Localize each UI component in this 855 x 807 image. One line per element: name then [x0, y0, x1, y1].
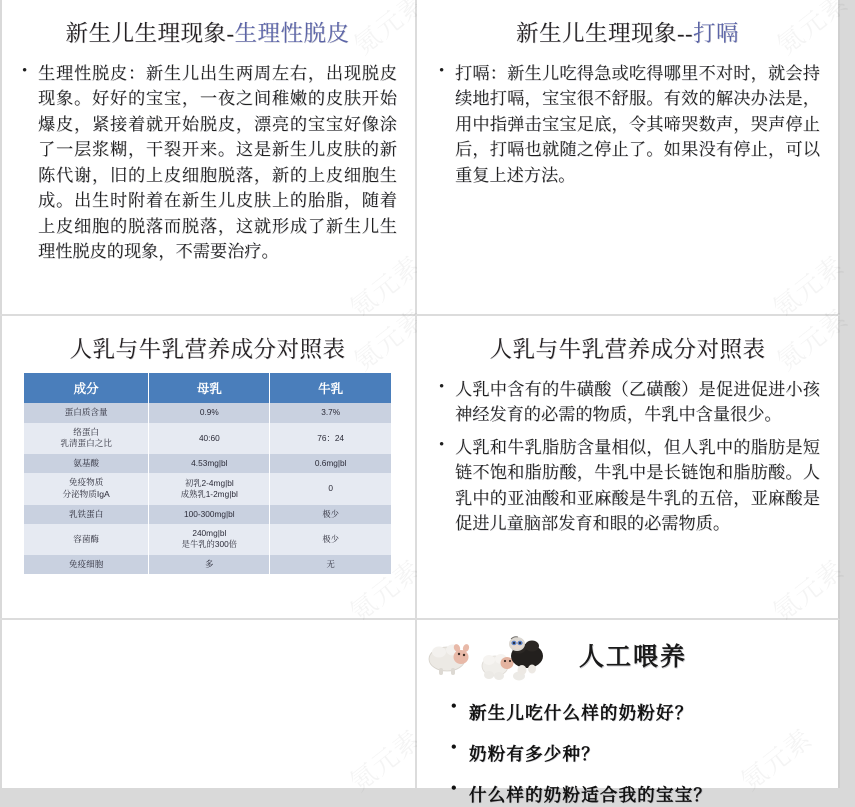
table-body — [24, 403, 391, 574]
table-cell: 容菌酶 — [24, 524, 149, 554]
slide-title: 人乳与牛乳营养成分对照表 — [489, 337, 766, 362]
slide-body-list — [0, 47, 415, 265]
table-cell: 40:60 — [149, 423, 270, 454]
nutrition-table-wrapper — [0, 373, 415, 574]
slide-title — [0, 0, 415, 47]
slide-title-accent: 打嗝 — [692, 21, 739, 46]
watermark — [341, 720, 428, 799]
table-row — [24, 423, 391, 454]
bullet-item: • 什么样的奶粉适合我的宝宝？ — [451, 782, 828, 807]
table-row — [24, 403, 391, 423]
slide-title-accent: 生理性脱皮 — [234, 21, 350, 46]
bullet-item: • 人乳中含有的牛磺酸（乙磺酸）是促进促进小孩神经发育的必需的物质，牛乳中含量很少。 — [439, 377, 820, 428]
watermark — [764, 550, 851, 629]
slide-left-edge — [0, 316, 2, 618]
bullet-item: • 新生儿吃什么样的奶粉好？ — [451, 700, 828, 725]
slide-body-list — [417, 47, 838, 188]
table-row — [24, 524, 391, 554]
slide-1[interactable] — [0, 0, 417, 316]
table-cell: 4.53mg|bl — [149, 454, 270, 474]
slide-title-main: 新生儿生理现象-- — [515, 21, 693, 46]
table-cell: 无 — [270, 555, 391, 575]
table-cell: 极少 — [270, 505, 391, 525]
table-cell: 100-300mg|bl — [149, 505, 270, 525]
table-cell: 3.7% — [270, 403, 391, 423]
sheep-illustration-icon — [423, 626, 571, 684]
slide-title-main: 新生儿生理现象- — [65, 21, 235, 46]
table-cell: 络蛋白 乳清蛋白之比 — [24, 423, 149, 454]
watermark — [764, 246, 851, 325]
table-cell: 0.6mg|bl — [270, 454, 391, 474]
slide-left-edge — [0, 620, 2, 788]
column-header: 牛乳 — [270, 373, 391, 403]
table-cell: 初乳2-4mg|bl 成熟乳1-2mg|bl — [149, 473, 270, 504]
table-header-row — [24, 373, 391, 403]
feeding-heading: 人工喂养 — [579, 644, 688, 671]
table-row — [24, 473, 391, 504]
table-cell: 极少 — [270, 524, 391, 554]
table-cell: 蛋白质含量 — [24, 403, 149, 423]
slide-3[interactable] — [0, 316, 417, 620]
table-cell: 免疫细胞 — [24, 555, 149, 575]
bullet-item: • 打嗝：新生儿吃得急或吃得哪里不对时，就会持续地打嗝，宝宝很不舒服。有效的解决办法是，用中指弹击宝宝足底，令其啼哭数声，哭声停止后，打嗝也就随之停止了。如果没有停止，可以重复上述方法。 — [439, 61, 820, 188]
slide-2[interactable] — [417, 0, 840, 316]
nutrition-comparison-table — [24, 373, 391, 574]
feeding-question-list — [417, 684, 838, 807]
bullet-item: • 生理性脱皮：新生儿出生两周左右，出现脱皮现象。好好的宝宝，一夜之间稚嫩的皮肤开始爆皮，紧接着就开始脱皮，漂亮的宝宝好像涂了一层浆糊，干裂开来。这是新生儿皮肤的新陈代谢，旧的上皮细胞脱落，新的上皮细胞生成。出生时附着在新生儿皮肤上的胎脂，随着上皮细胞的脱落而脱落，这就形成了新生儿生理性脱皮的现象，不需要治疗。 — [22, 61, 397, 265]
table-cell: 0 — [270, 473, 391, 504]
table-cell: 240mg|bl 是牛乳的300倍 — [149, 524, 270, 554]
slide-left-edge — [0, 0, 2, 314]
feeding-header — [417, 620, 838, 684]
slide-body-list — [417, 363, 838, 537]
table-cell: 0.9% — [149, 403, 270, 423]
table-cell: 多 — [149, 555, 270, 575]
slide-title — [417, 0, 838, 47]
slide-6[interactable] — [417, 620, 840, 805]
table-row — [24, 454, 391, 474]
bullet-item: • 人乳和牛乳脂肪含量相似，但人乳中的脂肪是短链不饱和脂肪酸，牛乳中是长链饱和脂肪酸。人乳中的亚油酸和亚麻酸是牛乳的五倍，亚麻酸是促进儿童脑部发育和眼的必需物质。 — [439, 435, 820, 537]
table-cell: 免疫物质 分泌物质IgA — [24, 473, 149, 504]
table-cell: 76：24 — [270, 423, 391, 454]
table-cell: 乳铁蛋白 — [24, 505, 149, 525]
table-cell: 氨基酸 — [24, 454, 149, 474]
slide-title: 人乳与牛乳营养成分对照表 — [69, 337, 346, 362]
table-row — [24, 505, 391, 525]
slide-4[interactable] — [417, 316, 840, 620]
bullet-item: • 奶粉有多少种？ — [451, 741, 828, 766]
table-row — [24, 555, 391, 575]
column-header: 母乳 — [149, 373, 270, 403]
slide-5[interactable] — [0, 620, 417, 788]
column-header: 成分 — [24, 373, 149, 403]
